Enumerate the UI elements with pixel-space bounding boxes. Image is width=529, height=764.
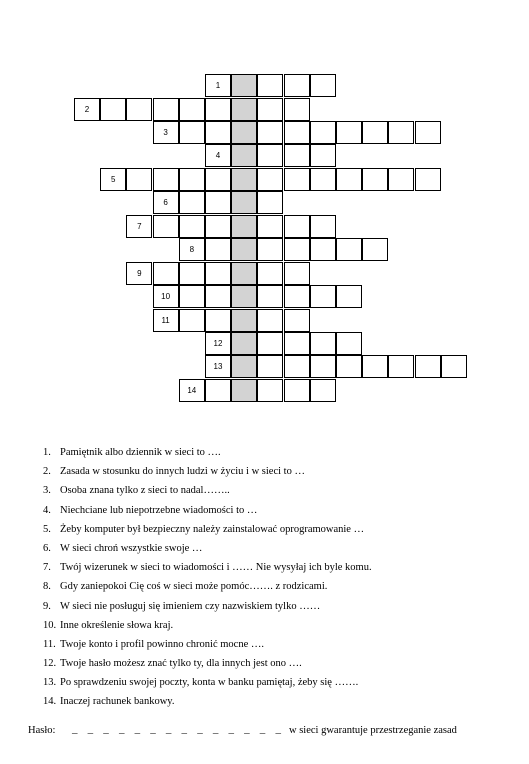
letter-cell[interactable] <box>284 238 310 261</box>
letter-cell[interactable] <box>153 262 179 285</box>
clue-number-cell <box>205 355 231 378</box>
letter-cell[interactable] <box>415 168 441 191</box>
clue-number-cell <box>153 191 179 214</box>
letter-cell[interactable] <box>205 168 231 191</box>
letter-cell[interactable] <box>205 98 231 121</box>
clue-item-text: Po sprawdzeniu swojej poczty, konta w banku pamiętaj, żeby się ……. <box>60 677 359 689</box>
letter-cell[interactable] <box>310 215 336 238</box>
clue-number: 10 <box>161 292 171 301</box>
letter-cell[interactable] <box>257 191 283 214</box>
clue-item-text: Pamiętnik albo dziennik w sieci to …. <box>60 447 221 458</box>
password-letter-cell[interactable] <box>231 262 257 285</box>
letter-cell[interactable] <box>310 355 336 378</box>
clue-item-number: 8. <box>43 581 51 593</box>
letter-cell[interactable] <box>257 74 283 97</box>
clue-item-text: Inne określenie słowa kraj. <box>60 619 174 631</box>
letter-cell[interactable] <box>284 285 310 308</box>
letter-cell[interactable] <box>441 355 467 378</box>
password-label: Hasło: <box>28 725 56 736</box>
letter-cell[interactable] <box>179 215 205 238</box>
clue-number: 8 <box>189 245 195 255</box>
clue-item-number: 13. <box>43 677 57 689</box>
letter-cell[interactable] <box>310 238 336 261</box>
letter-cell[interactable] <box>153 168 179 191</box>
letter-cell[interactable] <box>284 121 310 144</box>
clue-item-number: 2. <box>43 466 51 478</box>
clue-number: 11 <box>161 315 170 325</box>
letter-cell[interactable] <box>284 144 310 167</box>
letter-cell[interactable] <box>179 309 205 332</box>
clue-number: 7 <box>137 221 142 231</box>
letter-cell[interactable] <box>362 355 388 378</box>
password-letter-cell[interactable] <box>231 191 257 214</box>
letter-cell[interactable] <box>153 215 179 238</box>
clue-number-cell <box>153 309 179 332</box>
letter-cell[interactable] <box>205 121 231 144</box>
password-letter-cell[interactable] <box>231 332 257 355</box>
clue-number: 13 <box>213 362 223 372</box>
clue-item-number: 7. <box>43 562 51 574</box>
clue-item-text: W sieci nie posługuj się imieniem czy nazwiskiem tylko …… <box>60 600 321 612</box>
letter-cell[interactable] <box>205 238 231 261</box>
clue-item-text: Zasada w stosunku do innych ludzi w życiu i w sieci to … <box>60 466 305 478</box>
password-letter-cell[interactable] <box>231 355 257 378</box>
clue-item-text: Niechciane lub niepotrzebne wiadomości to … <box>60 504 258 516</box>
letter-cell[interactable] <box>257 262 283 285</box>
clue-number: 1 <box>215 81 221 90</box>
letter-cell[interactable] <box>388 355 414 378</box>
password-letter-cell[interactable] <box>231 144 257 167</box>
clue-item-text: Twoje hasło możesz znać tylko ty, dla innych jest ono …. <box>60 658 302 670</box>
password-letter-cell[interactable] <box>231 238 257 261</box>
clue-item-text: Osoba znana tylko z sieci to nadal…….. <box>60 485 230 497</box>
letter-cell[interactable] <box>310 144 336 167</box>
letter-cell[interactable] <box>336 332 362 355</box>
letter-cell[interactable] <box>257 379 283 402</box>
clue-number: 5 <box>110 174 116 184</box>
clue-number: 6 <box>163 198 168 208</box>
password-blanks[interactable]: _ _ _ _ _ _ _ _ _ _ _ _ _ _ <box>72 723 285 735</box>
letter-cell[interactable] <box>205 379 231 402</box>
letter-cell[interactable] <box>257 309 283 332</box>
letter-cell[interactable] <box>284 168 310 191</box>
letter-cell[interactable] <box>310 285 336 308</box>
letter-cell[interactable] <box>205 191 231 214</box>
password-letter-cell[interactable] <box>231 121 257 144</box>
password-letter-cell[interactable] <box>231 168 257 191</box>
clue-item-number: 12. <box>43 658 57 670</box>
clue-item-number: 4. <box>43 504 51 516</box>
clue-number: 9 <box>137 268 142 278</box>
letter-cell[interactable] <box>284 379 310 402</box>
letter-cell[interactable] <box>205 309 231 332</box>
letter-cell[interactable] <box>284 332 310 355</box>
letter-cell[interactable] <box>310 379 336 402</box>
letter-cell[interactable] <box>336 238 362 261</box>
letter-cell[interactable] <box>336 121 362 144</box>
letter-cell[interactable] <box>257 144 283 167</box>
letter-cell[interactable] <box>310 332 336 355</box>
letter-cell[interactable] <box>336 168 362 191</box>
letter-cell[interactable] <box>257 168 283 191</box>
clue-number: 12 <box>213 338 223 348</box>
letter-cell[interactable] <box>179 285 205 308</box>
letter-cell[interactable] <box>362 238 388 261</box>
clue-item-text: W sieci chroń wszystkie swoje … <box>60 542 203 554</box>
letter-cell[interactable] <box>415 355 441 378</box>
letter-cell[interactable] <box>310 168 336 191</box>
clue-item-text: Twoje konto i profil powinno chronić mocne …. <box>60 638 264 650</box>
letter-cell[interactable] <box>257 98 283 121</box>
clue-number-cell <box>153 285 179 308</box>
letter-cell[interactable] <box>126 98 152 121</box>
letter-cell[interactable] <box>257 332 283 355</box>
clue-number-cell <box>205 74 231 97</box>
clue-item-number: 14. <box>43 696 57 708</box>
clue-number: 14 <box>187 385 197 395</box>
letter-cell[interactable] <box>284 98 310 121</box>
letter-cell[interactable] <box>257 238 283 261</box>
clue-number-cell <box>153 121 179 144</box>
clue-item-number: 6. <box>43 542 51 554</box>
clue-number-cell <box>205 332 231 355</box>
letter-cell[interactable] <box>179 168 205 191</box>
letter-cell[interactable] <box>362 168 388 191</box>
letter-cell[interactable] <box>257 215 283 238</box>
letter-cell[interactable] <box>179 98 205 121</box>
password-letter-cell[interactable] <box>231 309 257 332</box>
clue-number: 4 <box>215 151 221 161</box>
letter-cell[interactable] <box>126 168 152 191</box>
clue-item-number: 9. <box>43 600 51 612</box>
clue-number: 3 <box>163 127 168 137</box>
letter-cell[interactable] <box>153 98 179 121</box>
clue-number-cell <box>126 262 152 285</box>
clue-item-text: Żeby komputer był bezpieczny należy zainstalować oprogramowanie … <box>60 523 365 535</box>
letter-cell[interactable] <box>257 121 283 144</box>
letter-cell[interactable] <box>100 98 126 121</box>
letter-cell[interactable] <box>284 215 310 238</box>
clue-item-text: Twój wizerunek w sieci to wiadomości i …… Nie wysyłaj ich byle komu. <box>60 562 372 574</box>
letter-cell[interactable] <box>179 262 205 285</box>
letter-cell[interactable] <box>205 262 231 285</box>
clue-item-number: 3. <box>43 485 51 497</box>
password-letter-cell[interactable] <box>231 285 257 308</box>
password-letter-cell[interactable] <box>231 74 257 97</box>
password-letter-cell[interactable] <box>231 215 257 238</box>
letter-cell[interactable] <box>388 168 414 191</box>
letter-cell[interactable] <box>310 121 336 144</box>
letter-cell[interactable] <box>257 285 283 308</box>
clue-number-cell <box>179 238 205 261</box>
letter-cell[interactable] <box>388 121 414 144</box>
letter-cell[interactable] <box>205 215 231 238</box>
clue-number-cell <box>126 215 152 238</box>
clue-item-number: 10. <box>43 619 57 631</box>
letter-cell[interactable] <box>257 355 283 378</box>
letter-cell[interactable] <box>415 121 441 144</box>
clue-item-number: 1. <box>43 447 51 458</box>
letter-cell[interactable] <box>336 285 362 308</box>
clue-item-number: 11. <box>43 638 56 650</box>
letter-cell[interactable] <box>179 121 205 144</box>
letter-cell[interactable] <box>205 285 231 308</box>
letter-cell[interactable] <box>284 309 310 332</box>
clue-number: 2 <box>84 104 90 114</box>
clue-number-cell <box>100 168 126 191</box>
letter-cell[interactable] <box>284 262 310 285</box>
letter-cell[interactable] <box>284 74 310 97</box>
letter-cell[interactable] <box>362 121 388 144</box>
clue-number-cell <box>205 144 231 167</box>
clue-number-cell <box>179 379 205 402</box>
password-letter-cell[interactable] <box>231 379 257 402</box>
clue-item-number: 5. <box>43 523 51 535</box>
letter-cell[interactable] <box>310 74 336 97</box>
letter-cell[interactable] <box>284 355 310 378</box>
password-letter-cell[interactable] <box>231 98 257 121</box>
clue-item-text: Gdy zaniepokoi Cię coś w sieci może pomóc……. z rodzicami. <box>60 581 328 593</box>
clue-item-text: Inaczej rachunek bankowy. <box>60 696 175 708</box>
letter-cell[interactable] <box>336 355 362 378</box>
clue-number-cell <box>74 98 100 121</box>
password-tail-text: w sieci gwarantuje przestrzeganie zasad <box>289 725 457 736</box>
letter-cell[interactable] <box>179 191 205 214</box>
